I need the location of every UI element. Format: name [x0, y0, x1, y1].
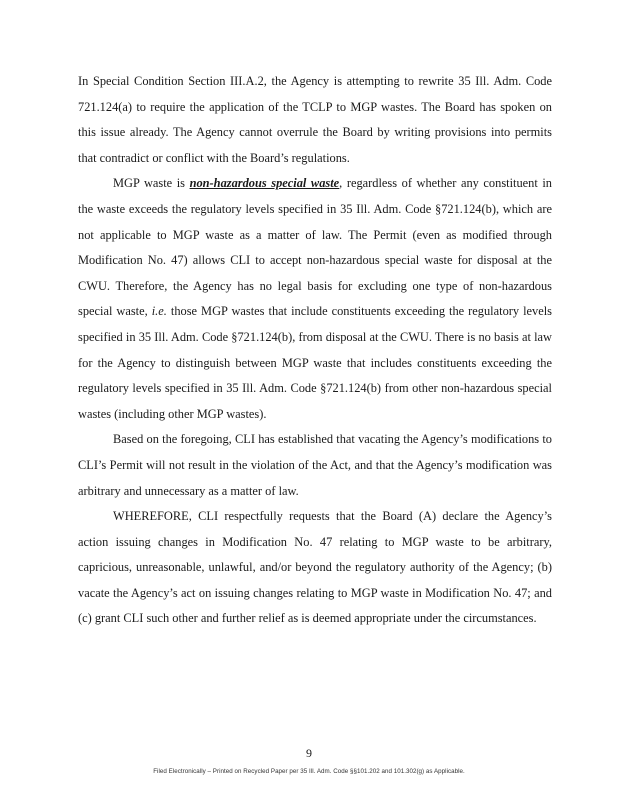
paragraph-mgp-waste-end: those MGP wastes that include constituents exceeding the regulatory levels specified in 35 Ill. Adm. Code §721.124(b), from disposal at the CWU. There is no basis at law for the Agency to distinguish between MGP waste that includes constituents exceeding the regulatory levels specified in 35 Ill. Adm. Code §721.124(b) from other non-hazardous special wastes (including other MGP wastes).: [78, 304, 552, 421]
document-body: [78, 69, 552, 632]
paragraph-special-condition: In Special Condition Section III.A.2, the Agency is attempting to rewrite 35 Ill. Adm. Code 721.124(a) to require the application of the TCLP to MGP wastes. The Board has spoken on this issue already. The Agency cannot overrule the Board by writing provisions into permits that contradict or conflict with the Board’s regulations.: [78, 74, 552, 165]
emphasis-non-hazardous-special-waste: non-hazardous special waste: [189, 176, 340, 191]
paragraph-mgp-waste-middle: , regardless of whether any constituent in the waste exceeds the regulatory levels specified in 35 Ill. Adm. Code §721.124(b), which are not applicable to MGP waste as a matter of law. The Permit (even as modified through Modification No. 47) allows CLI to accept non-hazardous special waste for disposal at the CWU. Therefore, the Agency has no legal basis for excluding one type of non-hazardous special waste,: [78, 176, 553, 319]
paragraph-mgp-waste-lead: MGP waste is: [113, 176, 190, 191]
paragraph-foregoing: Based on the foregoing, CLI has established that vacating the Agency’s modifications to CLI’s Permit will not result in the violation of the Act, and that the Agency’s modification was arbitrary and unnecessary as a matter of law.: [78, 432, 552, 498]
paragraph-wherefore: WHEREFORE, CLI respectfully requests that the Board (A) declare the Agency’s action issuing changes in Modification No. 47 relating to MGP waste to be arbitrary, capricious, unreasonable, unlawful, and/or beyond the regulatory authority of the Agency; (b) vacate the Agency’s act on issuing changes relating to MGP waste in Modification No. 47; and (c) grant CLI such other and further relief as is deemed appropriate under the circumstances.: [78, 509, 552, 626]
page-number: 9: [306, 746, 312, 760]
paragraph-mgp-waste: [78, 171, 552, 427]
footer-filing-note: Filed Electronically – Printed on Recycled Paper per 35 Ill. Adm. Code §§101.202 and 101.302(g) as Applicable.: [153, 768, 465, 775]
emphasis-ie: i.e.: [151, 304, 167, 319]
